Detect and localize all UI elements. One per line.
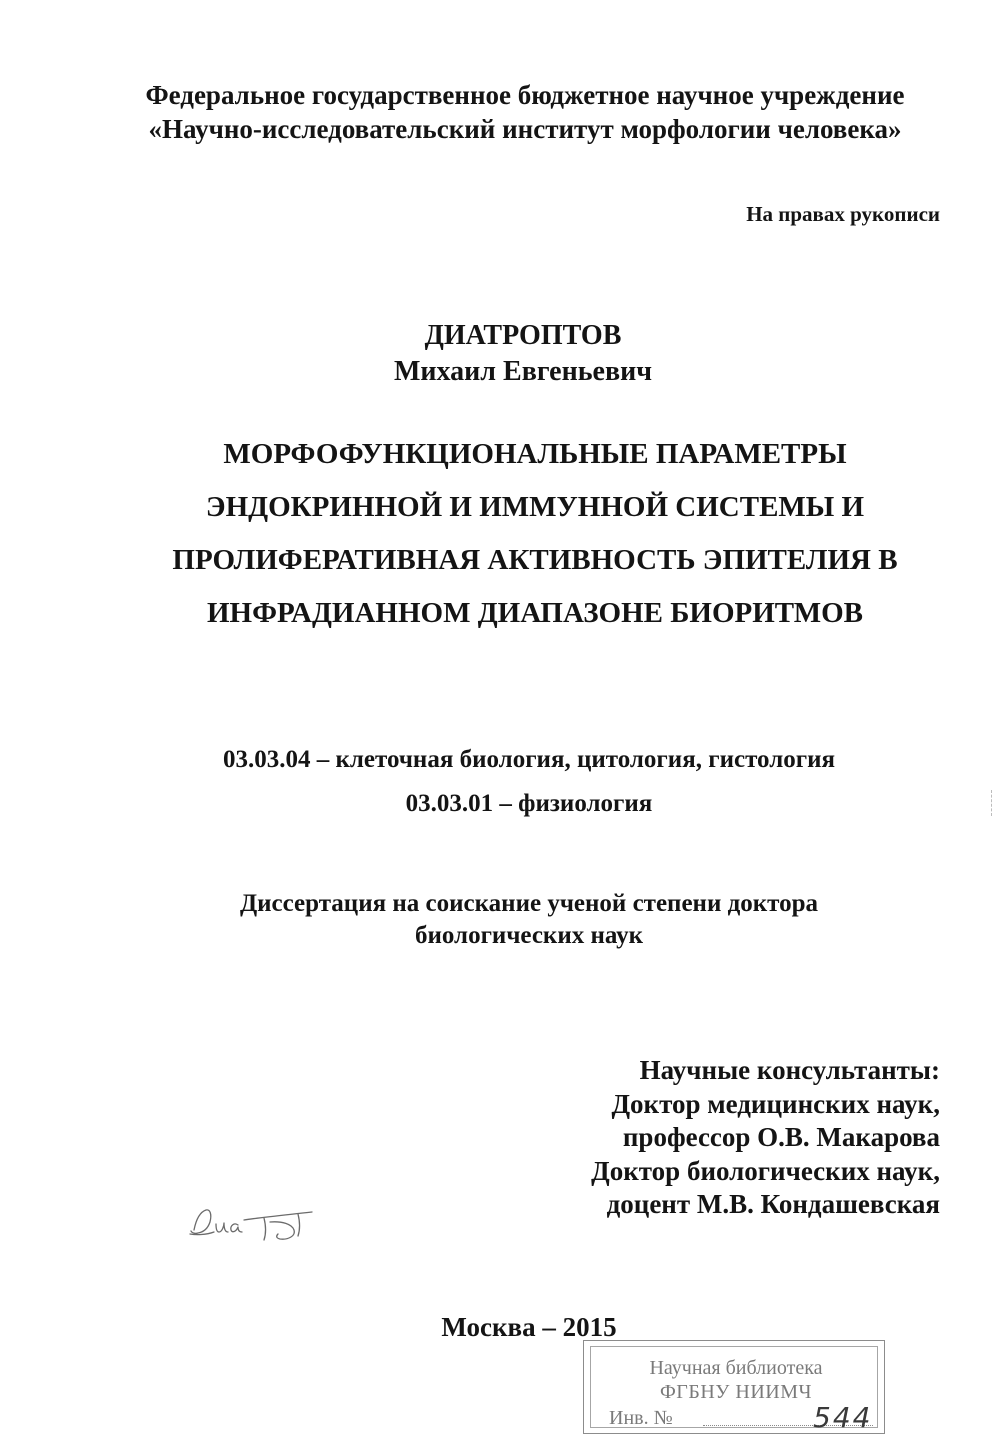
title-line-4: ИНФРАДИАННОМ ДИАПАЗОНЕ БИОРИТМОВ (206, 597, 864, 629)
degree-line-1: Диссертация на соискание ученой степени доктора (239, 890, 819, 917)
scan-edge-mark (988, 790, 992, 816)
city-year: Москва – 2015 (441, 1312, 617, 1342)
consultant-line-2: профессор О.В. Макарова (622, 1122, 940, 1152)
degree-statement (30, 888, 998, 952)
specialty-line-1: 03.03.04 – клеточная биология, цитология, гистология (222, 746, 835, 773)
stamp-inventory-label: Инв. № (609, 1407, 673, 1429)
library-stamp-frame (590, 1346, 878, 1434)
institution-line-1: Федеральное государственное бюджетное научное учреждение (145, 80, 905, 110)
consultant-line-4: доцент М.В. Кондашевская (606, 1189, 940, 1219)
specialty-codes (30, 738, 998, 826)
consultant-line-1: Доктор медицинских наук, (611, 1088, 940, 1119)
scientific-consultants (591, 1054, 940, 1222)
institution-line-2: «Научно-исследовательский институт морфологии человека» (148, 114, 902, 144)
degree-line-2: биологических наук (414, 922, 644, 949)
dissertation-title (36, 428, 998, 640)
handwritten-signature (186, 1196, 326, 1256)
stamp-inventory-number: 544 (813, 1401, 873, 1434)
stamp-library-name: Научная библиотека (649, 1357, 823, 1379)
consultant-line-3: Доктор биологических наук, (591, 1155, 940, 1186)
author-block (24, 318, 998, 390)
specialty-line-2: 03.03.01 – физиология (405, 790, 653, 817)
author-given-names: Михаил Евгеньевич (393, 356, 652, 387)
title-line-3: ПРОЛИФЕРАТИВНАЯ АКТИВНОСТЬ ЭПИТЕЛИЯ В (172, 544, 898, 576)
consultants-heading: Научные консультанты: (639, 1055, 940, 1085)
library-stamp (583, 1340, 885, 1434)
title-line-2: ЭНДОКРИННОЙ И ИММУННОЙ СИСТЕМЫ И (205, 491, 865, 523)
stamp-institute-abbr: ФГБНУ НИИМЧ (659, 1381, 813, 1403)
author-surname: ДИАТРОПТОВ (424, 320, 622, 351)
institution-header (50, 78, 998, 146)
manuscript-note: На правах рукописи (746, 202, 940, 226)
title-line-1: МОРФОФУНКЦИОНАЛЬНЫЕ ПАРАМЕТРЫ (223, 438, 847, 470)
